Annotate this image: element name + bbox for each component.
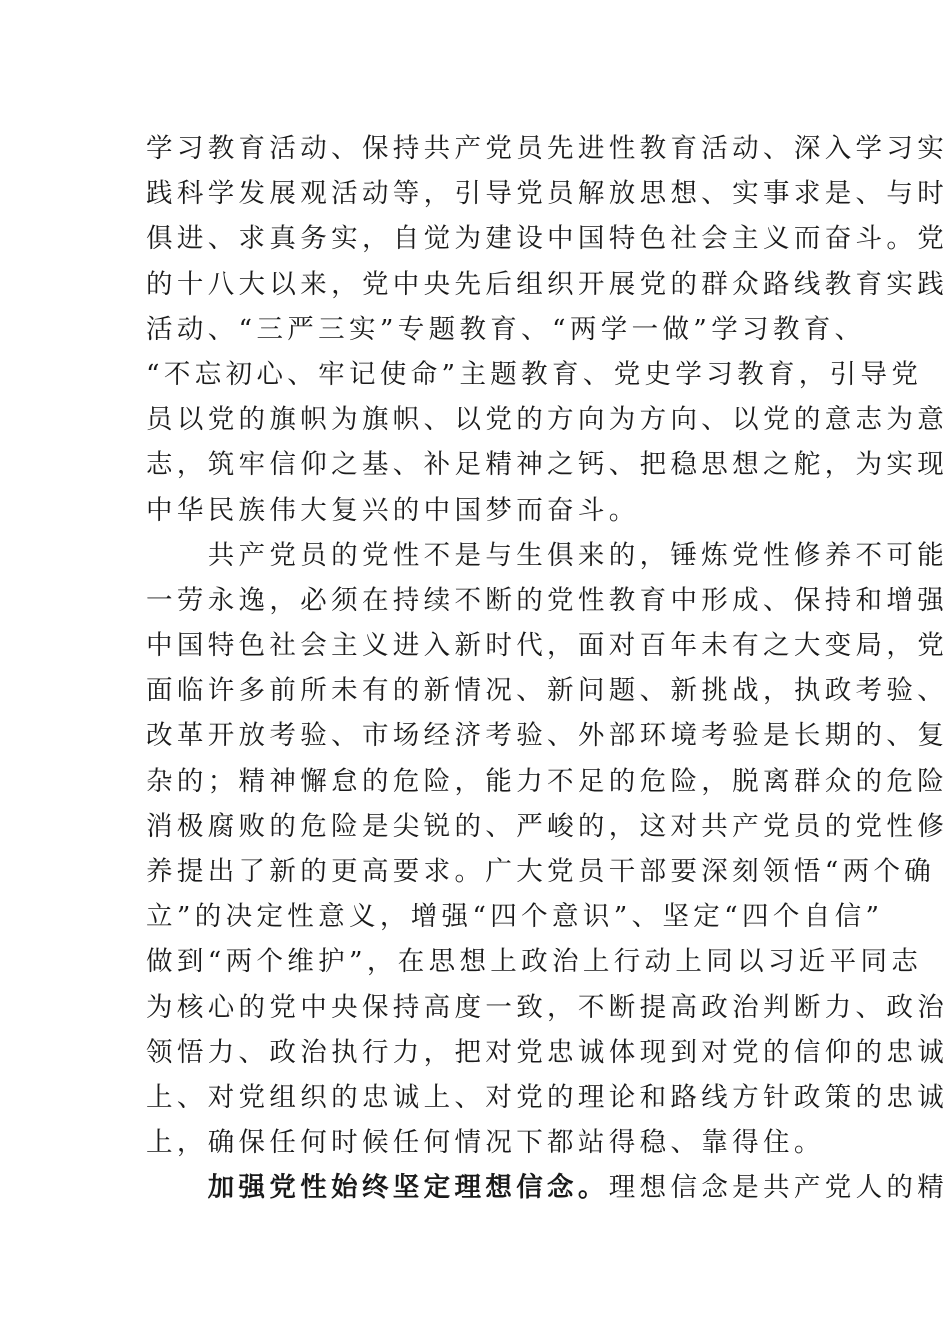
text-line: 养提出了新的更高要求。广大党员干部要深刻领悟“两个确 — [146, 856, 936, 887]
text-line: 做到“两个维护”，在思想上政治上行动上同以习近平同志 — [146, 946, 923, 978]
paragraph-indent — [146, 1172, 208, 1203]
text-line: 杂的；精神懈怠的危险，能力不足的危险，脱离群众的危险 — [146, 765, 949, 797]
section-heading: 加强党性始终坚定理想信念。 — [207, 1172, 609, 1204]
text-line: 领悟力、政治执行力，把对党忠诚体现到对党的信仰的忠诚 — [146, 1036, 949, 1068]
text-line: 面临许多前所未有的新情况、新问题、新挑战，执政考验、 — [146, 675, 949, 707]
text-line: 员以党的旗帜为旗帜、以党的方向为方向、以党的意志为意 — [146, 404, 949, 436]
text-line: 上，确保任何时候任何情况下都站得稳、靠得住。 — [146, 1127, 825, 1159]
text-line: 中国特色社会主义进入新时代，面对百年未有之大变局，党 — [146, 630, 949, 662]
body-text — [146, 126, 949, 1211]
text-line: 消极腐败的危险是尖锐的、严峻的，这对共产党员的党性修 — [146, 810, 949, 842]
heading-followup-text: 理想信念是共产党人的精 — [608, 1172, 949, 1204]
text-line: 志，筑牢信仰之基、补足精神之钙、把稳思想之舵，为实现 — [146, 449, 949, 481]
text-line: 上、对党组织的忠诚上、对党的理论和路线方针政策的忠诚 — [146, 1081, 949, 1113]
text-line: 共产党员的党性不是与生俱来的，锤炼党性修养不可能 — [146, 539, 949, 571]
text-line: 的十八大以来，党中央先后组织开展党的群众路线教育实践 — [146, 268, 949, 300]
text-line: 活动、“三严三实”专题教育、“两学一做”学习教育、 — [146, 313, 866, 345]
text-line: 为核心的党中央保持高度一致，不断提高政治判断力、政治 — [146, 991, 949, 1023]
text-line: 一劳永逸，必须在持续不断的党性教育中形成、保持和增强 — [146, 584, 949, 616]
text-line: 践科学发展观活动等，引导党员解放思想、实事求是、与时 — [146, 178, 949, 210]
text-line-with-heading — [146, 1165, 949, 1210]
text-line: 俱进、求真务实，自觉为建设中国特色社会主义而奋斗。党 — [146, 223, 949, 255]
text-line: 立”的决定性意义，增强“四个意识”、坚定“四个自信” — [146, 901, 884, 933]
text-line: 中华民族伟大复兴的中国梦而奋斗。 — [146, 494, 640, 526]
text-line: 改革开放考验、市场经济考验、外部环境考验是长期的、复 — [146, 720, 949, 752]
text-line: 学习教育活动、保持共产党员先进性教育活动、深入学习实 — [146, 133, 949, 164]
text-line: “不忘初心、牢记使命”主题教育、党史学习教育，引导党 — [146, 358, 923, 390]
